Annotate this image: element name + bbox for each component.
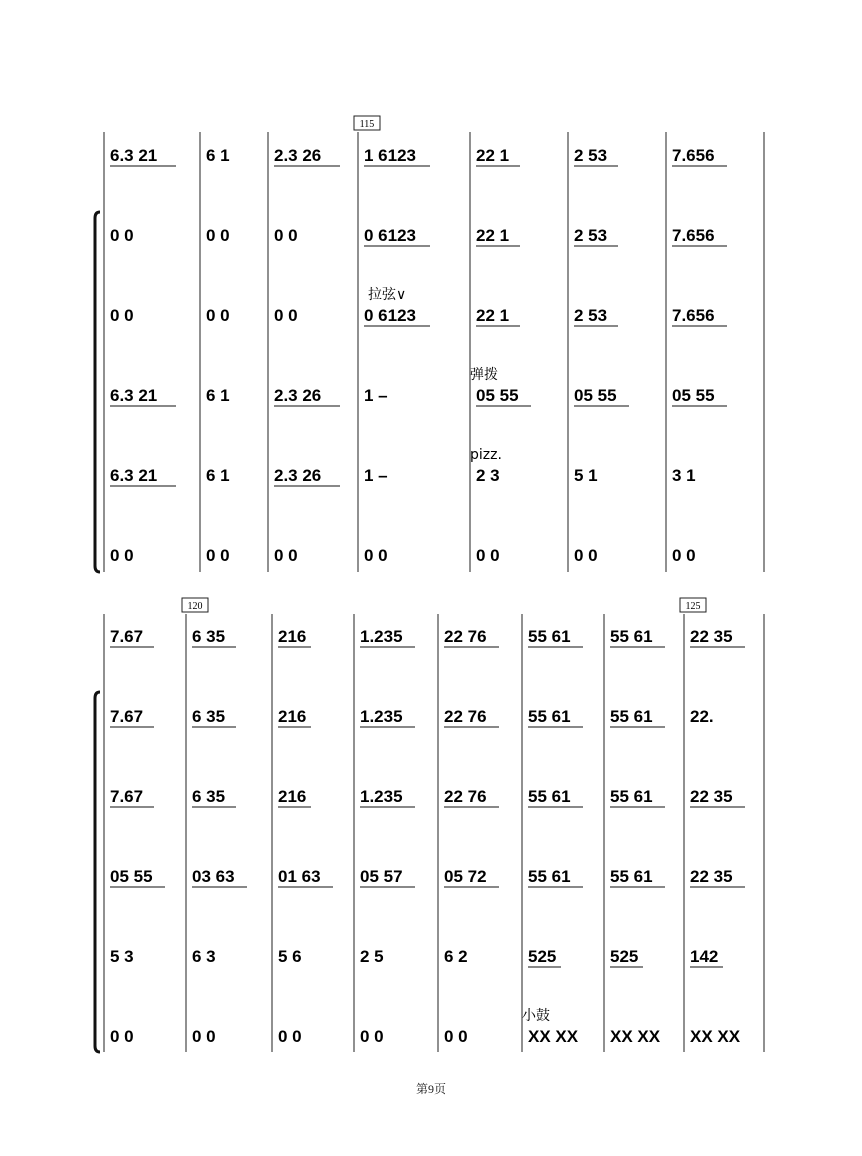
measure-notes: 2 53 bbox=[574, 146, 608, 165]
measure-notes: 55 61 bbox=[528, 707, 571, 726]
measure-notes: 22 76 bbox=[444, 627, 487, 646]
measure-notes: 7.67 bbox=[110, 627, 144, 646]
measure-notes: 7.656 bbox=[672, 306, 715, 325]
measure-notes: XX XX bbox=[528, 1027, 579, 1046]
measure-notes: XX XX bbox=[610, 1027, 661, 1046]
measure-notes: 0 0 bbox=[476, 546, 500, 565]
measure-notes: 0 6123 bbox=[364, 306, 416, 325]
measure-notes: 216 bbox=[278, 787, 307, 806]
measure-notes: 2 5 bbox=[360, 947, 384, 966]
measure-notes: 0 0 bbox=[110, 1027, 134, 1046]
measure-notes: 0 0 bbox=[110, 546, 134, 565]
measure-notes: 0 0 bbox=[364, 546, 388, 565]
measure-notes: 0 0 bbox=[206, 226, 230, 245]
measure-notes: 55 61 bbox=[610, 867, 653, 886]
measure-notes: 22 35 bbox=[690, 867, 733, 886]
measure-notes: 142 bbox=[690, 947, 719, 966]
measure-notes: 7.656 bbox=[672, 226, 715, 245]
measure-notes: 22 1 bbox=[476, 146, 510, 165]
measure-notes: 7.67 bbox=[110, 707, 144, 726]
measure-notes: 1 – bbox=[364, 466, 388, 485]
measure-notes: 1 6123 bbox=[364, 146, 416, 165]
measure-notes: 22 35 bbox=[690, 627, 733, 646]
measure-notes: 0 0 bbox=[574, 546, 598, 565]
measure-notes: 7.656 bbox=[672, 146, 715, 165]
measure-notes: 0 0 bbox=[444, 1027, 468, 1046]
group-bracket bbox=[95, 692, 100, 1052]
measure-notes: 6.3 21 bbox=[110, 386, 158, 405]
measure-notes: 0 0 bbox=[360, 1027, 384, 1046]
measure-notes: 6 35 bbox=[192, 627, 226, 646]
measure-notes: 6.3 21 bbox=[110, 466, 158, 485]
measure-notes: 3 1 bbox=[672, 466, 696, 485]
measure-notes: 0 0 bbox=[274, 226, 298, 245]
measure-notes: 6 35 bbox=[192, 707, 226, 726]
rehearsal-mark: 125 bbox=[685, 601, 701, 612]
measure-notes: 01 63 bbox=[278, 867, 321, 886]
measure-notes: 6 35 bbox=[192, 787, 226, 806]
measure-notes: 05 55 bbox=[574, 386, 617, 405]
group-bracket bbox=[95, 212, 100, 572]
measure-notes: 216 bbox=[278, 707, 307, 726]
measure-notes: 55 61 bbox=[610, 787, 653, 806]
measure-notes: XX XX bbox=[690, 1027, 741, 1046]
measure-notes: 0 0 bbox=[274, 546, 298, 565]
measure-notes: 2 3 bbox=[476, 466, 500, 485]
measure-notes: 2.3 26 bbox=[274, 466, 322, 485]
measure-notes: 2 53 bbox=[574, 226, 608, 245]
measure-notes: 1.235 bbox=[360, 787, 403, 806]
measure-notes: 525 bbox=[610, 947, 639, 966]
measure-notes: 05 55 bbox=[476, 386, 519, 405]
measure-notes: 7.67 bbox=[110, 787, 144, 806]
measure-notes: 22 76 bbox=[444, 787, 487, 806]
rehearsal-mark: 115 bbox=[359, 119, 375, 130]
measure-notes: 05 55 bbox=[672, 386, 715, 405]
performance-annotation: 拉弦∨ bbox=[368, 287, 407, 303]
measure-notes: 22 76 bbox=[444, 707, 487, 726]
measure-notes: 216 bbox=[278, 627, 307, 646]
measure-notes: 0 6123 bbox=[364, 226, 416, 245]
measure-notes: 6 2 bbox=[444, 947, 468, 966]
measure-notes: 0 0 bbox=[206, 306, 230, 325]
measure-notes: 0 0 bbox=[672, 546, 696, 565]
measure-notes: 55 61 bbox=[528, 867, 571, 886]
measure-notes: 03 63 bbox=[192, 867, 235, 886]
measure-notes: 1.235 bbox=[360, 627, 403, 646]
measure-notes: 55 61 bbox=[528, 627, 571, 646]
measure-notes: 0 0 bbox=[206, 546, 230, 565]
measure-notes: 0 0 bbox=[278, 1027, 302, 1046]
measure-notes: 525 bbox=[528, 947, 557, 966]
measure-notes: 05 72 bbox=[444, 867, 487, 886]
measure-notes: 5 1 bbox=[574, 466, 598, 485]
measure-notes: 0 0 bbox=[274, 306, 298, 325]
measure-notes: 0 0 bbox=[110, 226, 134, 245]
measure-notes: 22. bbox=[690, 707, 714, 726]
performance-annotation: 弹拨 bbox=[470, 367, 498, 383]
measure-notes: 6.3 21 bbox=[110, 146, 158, 165]
measure-notes: 6 1 bbox=[206, 466, 230, 485]
measure-notes: 5 3 bbox=[110, 947, 134, 966]
page-footer: 第9页 bbox=[415, 1082, 446, 1096]
measure-notes: 5 6 bbox=[278, 947, 302, 966]
measure-notes: 0 0 bbox=[110, 306, 134, 325]
measure-notes: 0 0 bbox=[192, 1027, 216, 1046]
performance-annotation: pizz. bbox=[470, 447, 502, 463]
measure-notes: 22 1 bbox=[476, 306, 510, 325]
rehearsal-mark: 120 bbox=[187, 601, 203, 612]
measure-notes: 55 61 bbox=[610, 627, 653, 646]
measure-notes: 2.3 26 bbox=[274, 146, 322, 165]
measure-notes: 22 1 bbox=[476, 226, 510, 245]
measure-notes: 6 1 bbox=[206, 386, 230, 405]
measure-notes: 6 1 bbox=[206, 146, 230, 165]
measure-notes: 1 – bbox=[364, 386, 388, 405]
measure-notes: 22 35 bbox=[690, 787, 733, 806]
measure-notes: 2 53 bbox=[574, 306, 608, 325]
measure-notes: 1.235 bbox=[360, 707, 403, 726]
measure-notes: 2.3 26 bbox=[274, 386, 322, 405]
measure-notes: 55 61 bbox=[610, 707, 653, 726]
measure-notes: 6 3 bbox=[192, 947, 216, 966]
measure-notes: 55 61 bbox=[528, 787, 571, 806]
measure-notes: 05 57 bbox=[360, 867, 403, 886]
performance-annotation: 小鼓 bbox=[522, 1008, 550, 1024]
measure-notes: 05 55 bbox=[110, 867, 153, 886]
